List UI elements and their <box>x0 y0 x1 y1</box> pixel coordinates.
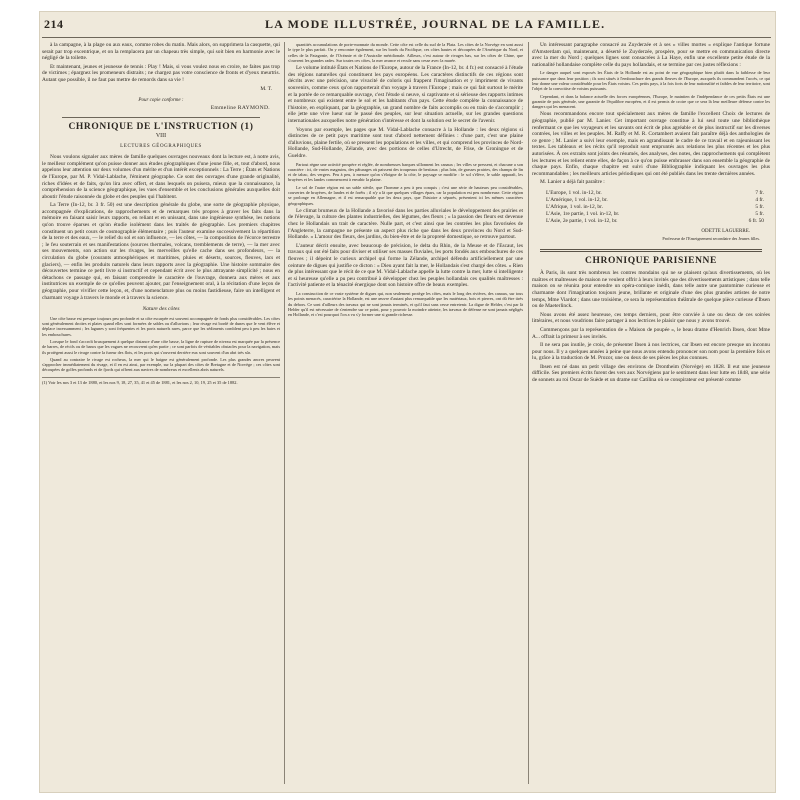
running-title: LA MODE ILLUSTRÉE, JOURNAL DE LA FAMILLE. <box>265 17 606 31</box>
book-list-item <box>546 190 764 197</box>
newspaper-page <box>40 12 775 792</box>
article-paragraph: Voyons par exemple, les pages que M. Vidal-Lablache consacre à la Hollande : les deux régions si distinctes de ce petit pays maritime sont tout d'abord nettement définies : d'une part, c'est une plaine d'alluvions, plaine fertile, où se pressent les populations et les villes, et qui comprend les provinces de Nord-Hollande, Sud-Hollande, Zélande, avec des portions de celles d'Utrecht, de Frise, de Groningue et de Gueldre. <box>288 126 523 159</box>
footnote: (1) Voir les nos 3 et 13 de 1880, et les nos 9, 18, 27, 35, 41 et 45 de 1881, et les nos 2, 10, 19, 25 et 35 de 1882. <box>42 377 280 385</box>
book-price: 5 fr. <box>755 203 764 210</box>
quoted-excerpt <box>288 42 523 63</box>
book-price: 7 fr. <box>755 189 764 196</box>
book-list-item <box>546 218 764 225</box>
quoted-excerpt <box>42 316 280 373</box>
book-title: L'Europe, 1 vol. in-12, br. <box>546 189 602 196</box>
header-rule <box>42 37 771 38</box>
signature-initials: M. T. <box>260 85 272 92</box>
book-title: L'Afrique, 1 vol. in-12, br. <box>546 203 603 210</box>
page-number: 214 <box>44 17 64 31</box>
book-list-item <box>546 197 764 204</box>
author-title: Professeur de l'Enseignement secondaire des Jeunes filles. <box>662 235 760 241</box>
article-paragraph: Le volume intitulé États et Nations de l'Europe, autour de la France (In-12, br. 4 fr.) est consacré à l'étude des régions naturelles qui constituent les pays européens. Les caractères distinctifs de ces régions sont décrits avec une précision, une vivacité de coloris qui frappent l'imagination et y impriment de vivants souvenirs, comme ceux qu'on rapporterait d'un voyage à travers l'Europe ; mais ce qui fait surtout le mérite et la portée de ce remarquable ouvrage, c'est l'étude si neuve, si captivante et si sérieuse des rapports intimes et nombreux qui existent entre le sol et les habitants d'un pays. Cette étude complète la connaissance de l'histoire, en expliquant, par la géographie, un grand nombre de faits accomplis ou en train de s'accomplir ; elle jette une vive lueur sur le passé des peuples, sur leur situation actuelle, sur les grandes questions internationales auxquelles notre génération s'intéresse et dont la solution est le secret de l'avenir. <box>288 65 523 124</box>
excerpt-paragraph: Le sol de l'autre région est un sable stérile, que l'homme a peu à peu conquis ; c'est une série de hauteurs peu considérables, couvertes de bruyères, de landes et de forêts ; il n'y a là que quelques villages épars, car la population est peu nombreuse. Cette région se prolonge en Allemagne, et il est remarquable que les deux pays, que l'histoire a séparés, présentent ici les mêmes caractères géographiques. <box>288 184 523 206</box>
excerpt-paragraph: La construction de ce vaste système de digues qui, non seulement protège les côtes, mais le long des rivières, des canaux, sur tous les points menacés, caractérise la Hollande, est une œuvre d'autant plus remarquable que les matériaux, bois et pierres, ont dû être tirés du dehors. Ce sont d'ailleurs des travaux qui ne sont jamais terminés, et qu'il faut sans cesse entretenir. La digue de Helder, c'est par là Helder qu'il est nécessaire de s'entendre sur ce point, pour y pouvoir la moindre atteinte, les travaux de défense ne sont jamais négligés en Hollande, et c'est pourquoi l'on a vu s'y former une si grande richesse. <box>288 291 523 318</box>
book-title: L'Asie, 1re partie, 1 vol. in-12, br. <box>546 210 620 217</box>
article-paragraph: Le climat brumeux de la Hollande a favorisé dans les parties alluviales le développement des prairies et de l'élevage, la culture des plantes industrielles, des légumes, des fleurs ; « la passion des fleurs est devenue chez le Hollandais un trait de caractère. Nulle part, et c'est ainsi que les contrées les plus favorisées de l'Angleterre, la campagne ne présente un aspect plus riche que dans les deux provinces du Nord et Sud-Hollande. » L'amour des fleurs, des jardins, du bien-être et de la propreté domestique, se retrouve partout. <box>288 207 523 241</box>
article-paragraph: à la campagne, à la plage ou aux eaux, comme robes du matin. Mais alors, on supprimera la casquette, qui serait par trop excentrique, et on la remplacera par un chapeau très simple, qui soit bien en harmonie avec le négligé de la toilette. <box>42 42 280 62</box>
chronique-subtitle: LECTURES GÉOGRAPHIQUES <box>120 143 202 149</box>
article-paragraph: Nous voulons signaler aux mères de famille quelques ouvrages nouveaux dont la lecture est, à notre avis, le meilleur complément qu'on puisse donner aux études géographiques d'une jeune fille, et, tout d'abord, nous appelons leur attention sur deux volumes d'un mérite et d'un intérêt exceptionnels : La Terre ; États et Nations de l'Europe, par M. P. Vidal-Lablache, l'éminent géographe. Ce sont des ouvrages d'une grande originalité, riches d'idées et de faits, qu'on lira avec offert, et dans lesquels on puisera, mieux que la connaissance, la compréhension de la science géographique, les vues d'ensemble et les conclusions générales auxquelles doit aboutir l'étude raisonnée du globe et des peuples qui l'habitent. <box>42 154 280 200</box>
article-paragraph: Il ne sera pas inutile, je crois, de présenter Ibsen à nos lectrices, car Ibsen est encore presque un inconnu pour nous. Il y a quelques années à peine que nous avons entendu prononcer son nom pour la première fois et lu, grâce à la traduction de M. Prozor, une ou deux de ses pièces les plus connues. <box>532 342 770 362</box>
book-list-item <box>546 211 764 218</box>
book-price: 5 fr. <box>755 210 764 217</box>
article-paragraph: M. Lanier a déjà fait paraître : <box>540 179 605 186</box>
excerpt-paragraph: quantités accumulations de porte-monnaie du monde. Cette côte est celle du sud de la Plata. Les côtes de la Norvège en sont aussi le type le plus parfait. On y rencontre également, sur les bords du Pacifique, ces côtes hautes et découpées de l'Amérique du Nord, et celles de la Patagonie, de l'Océanie et de l'Australie méridionale. Ailleurs, c'est autour de rivages bas, sur les côtes de Chine, que s'ouvrent les grandes rades. Sur toutes ces côtes, la mer avance et recule sans cesse avec la marée. <box>288 42 523 63</box>
book-list-item <box>546 204 764 211</box>
chronique-number: VIII <box>155 132 167 139</box>
excerpt-paragraph: Cependant, et dans la balance actuelle des forces européennes, l'Europe, le maintien de l'indépendance de ces petits États est une garantie de paix générale, une garantie de l'équilibre européen, et il est permis de croire que ce sera là leur meilleure défense contre les dangers qui les menacent. <box>532 93 770 110</box>
book-price: 4 fr. <box>755 196 764 203</box>
excerpt-paragraph: Le danger auquel sont exposés les États de la Hollande est au point de vue géographique bien plutôt dans la faiblesse de leur puissance que dans leur position ; ils sont situés à l'embouchure des grands fleuves de l'Europe, auxquels ils commandent l'accès, ce qui leur donne une valeur considérable pour les États voisins. Ces petits pays, à la fois forts de leur nationalité et faibles de leur territoire, sont l'objet de la convoitise de voisins puissants. <box>532 70 770 92</box>
section-divider <box>62 117 260 118</box>
article-paragraph: Un intéressant paragraphe consacré au Zuyderzée et à ses « villes mortes » explique l'antique fortune d'Amsterdam qui, maintenant, a déserté le Zuyderzée, prospère, pour se mettre en communication directe avec la mer du Nord ; quelques lignes sont consacrées à La Haye, enfin une excellente petite étude de la nationalité hollandaise complète celle du pays hollandais, et se termine par ces justes réflexions : <box>532 42 770 68</box>
book-price: 6 fr. 50 <box>748 217 764 224</box>
section-divider <box>540 249 762 252</box>
column-3 <box>532 42 770 784</box>
article-paragraph: La Terre (In-12, br. 3 fr. 50) est une description générale du globe, une sorte de géographie physique, accompagnée d'explications, de rapprochements et de remarques très propres à graver les faits dans la mémoire en faisant saisir leurs rapports, en reliant et en unissant, dans une ingénieuse synthèse, les notions qu'on trouve éparses et qu'on étudie isolément dans les traités de géographie. Les premiers chapitres constituent un petit cours de cosmographie élémentaire ; puis l'auteur examine successivement la répartition de la terre et des eaux, — le relief du sol et son influence, — les côtes, — la composition de l'écorce terrestre ; le feu souterrain et ses manifestations (sources thermales, volcans, tremblements de terre), — la mer avec ses mouvements, son action sur les rivages, les merveilles qu'elle cache dans ses profondeurs, — la circulation du globe (courants atmosphériques et maritimes, pluies et déserts, sources, fleuves, lacs et glaciers), — enfin les produits naturels dans leurs rapports avec la géographie. Une histoire sommaire des découvertes termine ce petit livre si instructif et cependant écrit avec le plus attrayante simplicité ; nous en détachons ce passage qui, en faisant comprendre le caractère de l'ouvrage, donnera aux mères et aux institutrices un exemple de ce qu'elles peuvent ajouter, par l'enseignement oral, à la récitation d'une leçon de géographie, pour vivifier cette leçon, et, d'une nomenclature plus ou moins fastidieuse, faire un intelligent et charmant voyage à travers le monde et à travers la science. <box>42 202 280 301</box>
column-separator <box>528 42 529 784</box>
quoted-excerpt <box>532 70 770 109</box>
book-title: L'Amérique, 1 vol. in-12, br. <box>546 196 608 203</box>
article-paragraph: Nous recommandons encore tout spécialement aux mères de famille l'excellent Choix de lectures de géographie, publié par M. Lanier. Cet important ouvrage constitue à lui seul toute une bibliothèque renfermant ce que les voyageurs et les savants ont écrit de plus agréable et de plus instructif sur les diverses contrées, les villes et les peuples. M. Raffy et M. R. Cortambert avaient fait paraître déjà des anthologies de ce genre ; M. Lanier a suivi leur exemple, mais en agrandissant le cadre de ce travail et en rajeunissant les textes. Les tableaux et les récits qu'il reproduit sont empruntés aux relations les plus récentes et les plus autorisées. À ces extraits sont joints des résumés, des analyses, des notes, des rapprochements qui complètent les lectures et les relient entre elles, de façon à ce qu'on puisse embrasser dans son ensemble la géographie de chaque pays. Enfin, chaque chapitre est suivi d'une Bibliographie indiquant les ouvrages les plus recommandables ; les meilleurs articles périodiques qui ont été publiés dans les trente dernières années. <box>532 111 770 177</box>
book-list <box>546 190 764 225</box>
article-paragraph: Et maintenant, jeunes et jeunesse de tennis : Play ! Mais, si vous voulez nous en croire, ne faites pas trop de victimes ; épargnez les promeneurs distraits ; ne chargez pas votre conscience de fronts et d'yeux meurtris. Autant que possible, il ne faut pas mettre de remords dans sa vie ! <box>42 63 280 83</box>
column-2 <box>288 42 523 784</box>
chronique-parisienne-title: CHRONIQUE PARISIENNE <box>585 255 717 266</box>
article-paragraph: À Paris, ils sont très nombreux les contres mondains qui ne se plaisent qu'aux divertissements, où les maîtres et maîtresses de maison ne veulent offrir à leurs invités que des divertissements artistiques ; dans telle maison on se réunira pour entendre un opéra-comique inédit, dans telle autre une pantomime curieuse et charmante dont l'imagination toujours jeune, brillante et originale d'une des plus grandes artistes de notre temps, Mme Viardot ; dans une troisième, ce sera la représentation théâtrale de quelque pièce curieuse d'Ibsen ou de Maeterlinck. <box>532 270 770 310</box>
author-signature: ODETTE LAGUERRE. <box>701 228 750 234</box>
chronique-instruction-title: CHRONIQUE DE L'INSTRUCTION (1) <box>68 122 254 133</box>
signature-note: Pour copie conforme : <box>138 98 184 104</box>
excerpt-paragraph: Une côte basse est presque toujours peu profonde et sa côte escarpée est souvent accompagnée de fonds plus considérables. Les côtes sont généralement droites et plates quand elles sont formées de sables ou d'alluvions ; leur rivage est bordé de dunes que le vent élève et déplace incessamment ; les lagunes y sont fréquentes et les ports naturels rares, parce que les sédiments comblent peu à peu les baies et les embouchures. <box>42 315 280 337</box>
signature-name: Emmeline RAYMOND. <box>210 104 270 111</box>
article-paragraph: Commençons par la représentation de « Maison de poupée », le beau drame d'Henrich Ibsen, dont Mme A... offrait la primeur à ses invités. <box>532 326 770 340</box>
quoted-excerpt <box>288 291 523 317</box>
excerpt-paragraph: Lorsque le fond s'accroît brusquement à quelque distance d'une côte basse, la ligne de rupture de niveau est marquée par la présence de barres, de récifs ou de bancs que les vagues ne recouvrent qu'en partie ; ce sont parfois de véritables obstacles pour la navigation, mais ils protègent aussi le rivage contre la fureur des flots, et les ports qui s'ouvrent derrière eux sont souvent d'un abri très sûr. <box>42 338 280 355</box>
article-paragraph: L'auteur décrit ensuite, avec beaucoup de précision, le delta du Rhin, de la Meuse et de l'Escaut, les travaux qui ont été faits pour diviser et utiliser ses masses fluviales, les ports fondés aux embouchures de ces fleuves ; il dépeint le curieux archipel qui forme la Zélande, archipel défendu artificiellement par une ceinture de digues qui justifie ce dicton : « Dieu ayant fait la mer, le Hollandais s'est chargé des côtes. » Rien de plus intéressant que le récit de ce que M. Vidal-Lablache appelle la lutte contre la mer, lutte si intelligente et si heureuse qu'elle a pu peu contribué à développer chez les peuples hollandais ces qualités maîtresses : l'activité patiente et la ténacité énergique dont son histoire offre de beaux exemples. <box>288 242 523 289</box>
page-header <box>40 12 775 38</box>
article-paragraph: Ibsen est né dans un petit village des environs de Drontheim (Norvège) en 1828. Il eut une jeunesse difficile. Ses premiers écrits furent des vers aux Norvégiens par le sentiment dans leur lutte en 1848, une série de sonnets au roi Oscar de Suède et un drame sur Catilina où se conspirateur est présenté comme <box>532 363 770 384</box>
quoted-excerpt <box>288 162 523 206</box>
book-title: L'Asie, 2e partie, 1 vol. in-12, br. <box>546 217 618 224</box>
article-paragraph: Nous avons été assez heureuse, ces temps derniers, pour être conviée à une ou deux de ces soirées littéraires, et nous voudrions faire partager à nos lectrices le plaisir que nous y avons trouvé. <box>532 311 770 325</box>
excerpt-paragraph: Partout règne une activité prospère et réglée, de nombreuses barques sillonnent les canaux ; les villes se pressent, et chacune a son caractère : ici, de vastes magasins, des pâturages où paissent des troupeaux de bestiaux ; plus loin, de grasses prairies, des champs de lin et de tabac, des vergers. Peu à peu, à mesure qu'on s'éloigne de la côte, le paysage se modifie : le sol s'élève, le sable apparaît, les bruyères et les landes commencent à envahir la plaine. <box>288 161 523 183</box>
excerpt-paragraph: Quand au contraire le rivage est rocheux, la mer qui le baigne est généralement profonde. Les plus grandes ancres peuvent s'approcher immédiatement du rivage, et il en est ainsi, par exemple, sur la plupart des côtes de Bretagne et de Norvège ; ces côtes sont découpées de golfes profonds et de fjords qui offrent aux navires de nombreux et excellents abris naturels. <box>42 356 280 373</box>
column-1 <box>42 42 280 784</box>
column-separator <box>284 42 285 784</box>
nature-subhead: Nature des côtes <box>142 306 180 313</box>
